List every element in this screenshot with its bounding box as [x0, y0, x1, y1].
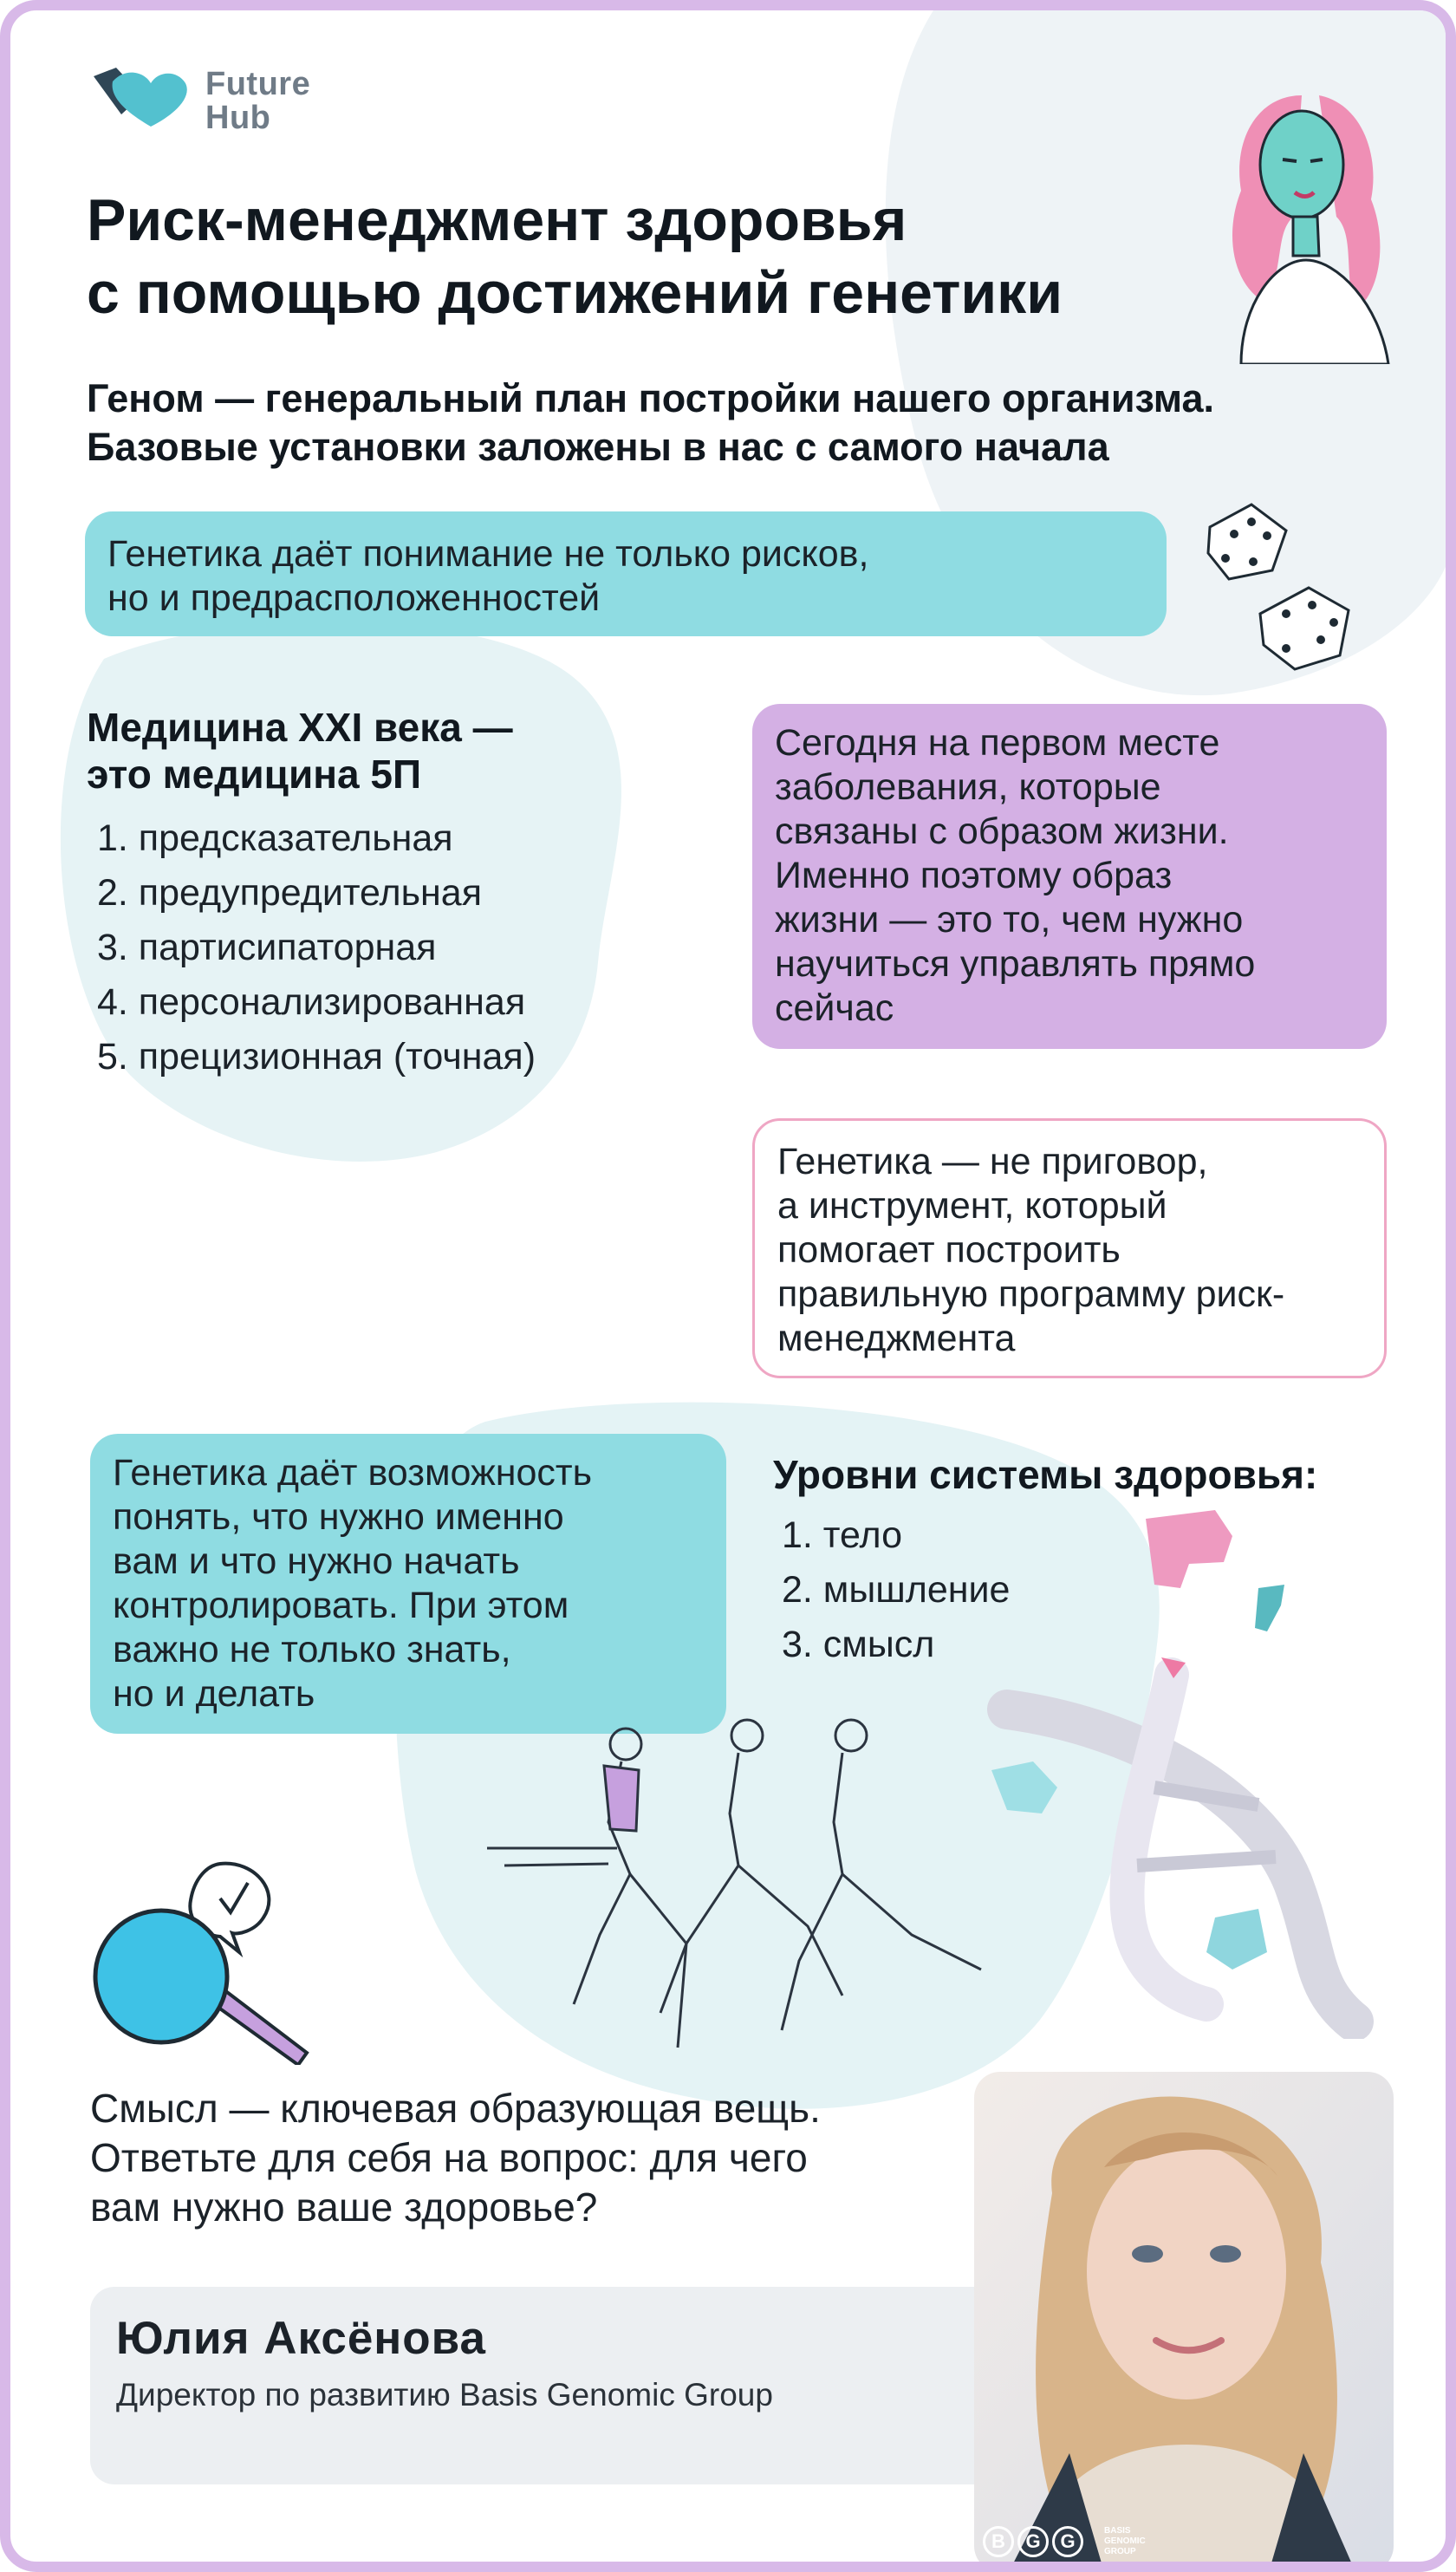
bgg-logo — [983, 2526, 1146, 2561]
page-title — [87, 184, 1213, 329]
bgg-wordmark — [1104, 2526, 1173, 2557]
quote-line: вам нужно ваше здоровье? — [90, 2185, 598, 2230]
card-line: Генетика даёт возможность — [113, 1452, 592, 1494]
card-line: контролировать. При этом — [113, 1585, 569, 1626]
woman-illustration — [1206, 87, 1414, 364]
subtitle-line-1: Геном — генеральный план постройки нашего организма. — [87, 376, 1215, 420]
list-item: 3. смысл — [782, 1624, 935, 1665]
magnifier-check-icon — [90, 1857, 324, 2065]
heading-line-2: это медицина 5П — [87, 752, 422, 797]
card-line: правильную программу риск- — [777, 1273, 1285, 1315]
list-item: 2. мышление — [782, 1569, 1011, 1611]
title-line-1: Риск-менеджмент здоровья — [87, 187, 907, 253]
heading-line-1: Медицина XXI века — — [87, 705, 513, 750]
dice-icon — [1199, 492, 1373, 683]
card-line: а инструмент, который — [777, 1185, 1167, 1227]
dna-helix — [981, 1657, 1397, 2039]
logo-wordmark — [205, 68, 310, 135]
card-line: Генетика даёт понимание не только рисков, — [107, 533, 869, 575]
genetics-understanding-card — [85, 511, 1167, 636]
page-subtitle — [87, 374, 1404, 472]
subtitle-line-2: Базовые установки заложены в нас с самого начала — [87, 425, 1109, 469]
bgg-letter: B — [983, 2526, 1014, 2557]
logo-line-1: Future — [205, 66, 311, 102]
lifestyle-card — [752, 704, 1387, 1049]
card-line: Генетика — не приговор, — [777, 1141, 1208, 1182]
possibility-card — [90, 1434, 726, 1734]
card-line: важно не только знать, — [113, 1629, 511, 1670]
card-line: но и предрасположенностей — [107, 577, 601, 619]
list-item: 1. предсказательная — [97, 817, 453, 859]
speaker-name: Юлия Аксёнова — [116, 2313, 487, 2364]
bgg-letter: G — [1052, 2526, 1083, 2557]
card-line: научиться управлять прямо — [775, 943, 1256, 985]
list-item: 3. партисипаторная — [97, 927, 437, 968]
closing-quote — [90, 2084, 991, 2232]
list-item: 5. прецизионная (точная) — [97, 1036, 536, 1078]
quote-line: Смысл — ключевая образующая вещь. — [90, 2086, 821, 2131]
card-line: вам и что нужно начать — [113, 1540, 520, 1582]
floating-blocks — [1137, 1501, 1310, 1640]
card-line: Сегодня на первом месте — [775, 722, 1220, 764]
medicine-5p-heading — [87, 704, 693, 798]
bgg-line: BASIS — [1104, 2526, 1131, 2536]
runners-illustration — [478, 1718, 1016, 2082]
speaker-role: Директор по развитию Basis Genomic Group — [116, 2377, 773, 2412]
list-item: 1. тело — [782, 1514, 902, 1556]
health-levels-list — [782, 1508, 1128, 1672]
card-line: связаны с образом жизни. — [775, 811, 1229, 852]
card-line: понять, что нужно именно — [113, 1496, 564, 1538]
card-line: заболевания, которые — [775, 766, 1161, 808]
card-line: но и делать — [113, 1673, 315, 1715]
card-line: Именно поэтому образ — [775, 855, 1173, 896]
bgg-line: GENOMIC — [1104, 2536, 1146, 2546]
card-line: менеджмента — [777, 1318, 1016, 1359]
quote-line: Ответьте для себя на вопрос: для чего — [90, 2135, 808, 2180]
card-line: жизни — это то, чем нужно — [775, 899, 1244, 941]
bgg-line: GROUP — [1104, 2547, 1136, 2556]
bgg-letter: G — [1017, 2526, 1049, 2557]
list-item: 4. персонализированная — [97, 981, 526, 1023]
list-item: 2. предупредительная — [97, 872, 482, 914]
instrument-card — [752, 1118, 1387, 1378]
card-line: помогает построить — [777, 1229, 1121, 1271]
logo-line-2: Hub — [205, 100, 271, 136]
speaker-photo — [974, 2072, 1394, 2572]
health-levels-heading: Уровни системы здоровья: — [773, 1452, 1318, 1497]
title-line-2: с помощью достижений генетики — [87, 260, 1063, 326]
medicine-5p-list — [97, 811, 721, 1084]
card-line: сейчас — [775, 987, 894, 1029]
